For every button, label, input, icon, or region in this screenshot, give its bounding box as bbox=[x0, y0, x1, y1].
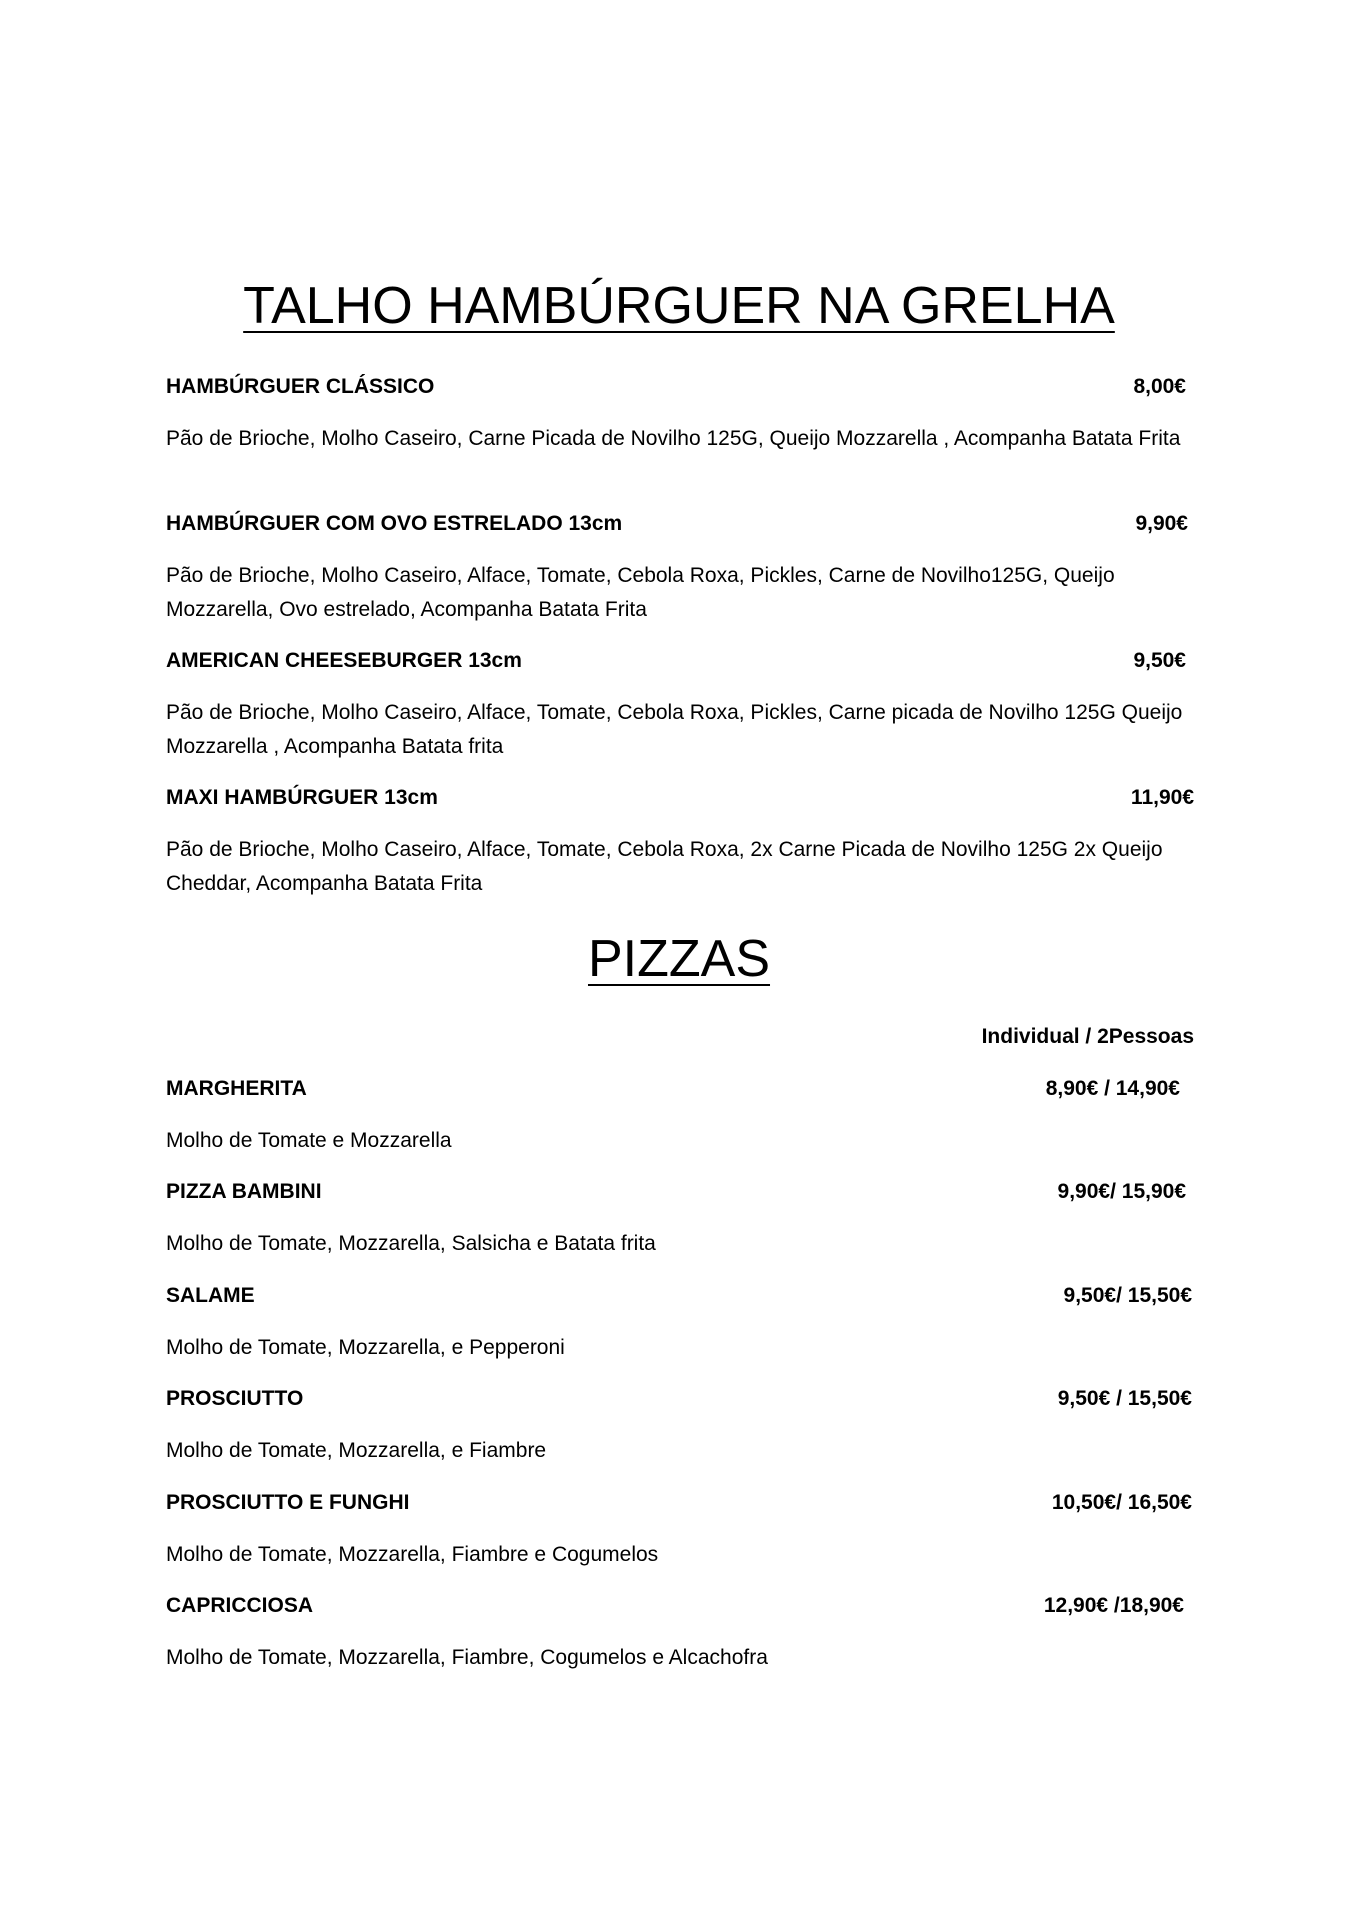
pizza-item-name: PROSCIUTTO bbox=[166, 1387, 304, 1410]
pizza-item-description: Molho de Tomate, Mozzarella, e Pepperoni bbox=[166, 1336, 565, 1359]
pizza-item-name: PROSCIUTTO E FUNGHI bbox=[166, 1491, 410, 1514]
pizza-item-price: 9,90€/ 15,90€ bbox=[1057, 1180, 1186, 1203]
pizza-item-price: 8,90€ / 14,90€ bbox=[1045, 1077, 1180, 1100]
pizza-item-name: MARGHERITA bbox=[166, 1077, 307, 1100]
pizza-item-price: 9,50€/ 15,50€ bbox=[1063, 1284, 1192, 1307]
pizza-item-description: Molho de Tomate e Mozzarella bbox=[166, 1129, 452, 1152]
pizza-item-description: Molho de Tomate, Mozzarella, Fiambre, Cogumelos e Alcachofra bbox=[166, 1646, 768, 1669]
pizza-item-name: SALAME bbox=[166, 1284, 255, 1307]
pizza-item-price: 12,90€ /18,90€ bbox=[1043, 1594, 1184, 1617]
price-column-header: Individual / 2Pessoas bbox=[981, 1025, 1194, 1048]
burger-item-description: Pão de Brioche, Molho Caseiro, Alface, Tomate, Cebola Roxa, 2x Carne Picada de Novilho 125G 2x Queijo Cheddar, Acompanha Batata Frita bbox=[166, 838, 1163, 895]
burger-item-description: Pão de Brioche, Molho Caseiro, Carne Picada de Novilho 125G, Queijo Mozzarella , Acompanha Batata Frita bbox=[166, 427, 1181, 450]
burger-item-price: 9,90€ bbox=[1135, 512, 1188, 535]
burger-item-description: Pão de Brioche, Molho Caseiro, Alface, Tomate, Cebola Roxa, Pickles, Carne picada de Novilho 125G Queijo Mozzarella , Acompanha Batata frita bbox=[166, 701, 1183, 758]
burger-item-price: 11,90€ bbox=[1130, 786, 1194, 809]
burger-item-price: 8,00€ bbox=[1133, 375, 1186, 398]
burger-item-name: HAMBÚRGUER COM OVO ESTRELADO 13cm bbox=[166, 512, 623, 535]
pizza-item-name: CAPRICCIOSA bbox=[166, 1594, 314, 1617]
burger-item-price: 9,50€ bbox=[1133, 649, 1186, 672]
burger-item-name: AMERICAN CHEESEBURGER 13cm bbox=[166, 649, 522, 672]
pizza-item-description: Molho de Tomate, Mozzarella, Salsicha e Batata frita bbox=[166, 1232, 656, 1255]
pizza-item-price: 9,50€ / 15,50€ bbox=[1057, 1387, 1192, 1410]
pizza-item-name: PIZZA BAMBINI bbox=[166, 1180, 322, 1203]
burger-item-name: MAXI HAMBÚRGUER 13cm bbox=[166, 786, 438, 809]
pizzas-section-title: PIZZAS bbox=[587, 930, 771, 988]
burgers-section-title: TALHO HAMBÚRGUER NA GRELHA bbox=[243, 277, 1115, 335]
pizza-item-description: Molho de Tomate, Mozzarella, Fiambre e Cogumelos bbox=[166, 1543, 659, 1566]
burger-item-description: Pão de Brioche, Molho Caseiro, Alface, Tomate, Cebola Roxa, Pickles, Carne de Novilho125G, Queijo Mozzarella, Ovo estrelado, Acompanha Batata Frita bbox=[166, 564, 1115, 621]
burger-item-name: HAMBÚRGUER CLÁSSICO bbox=[166, 375, 435, 398]
pizza-item-description: Molho de Tomate, Mozzarella, e Fiambre bbox=[166, 1439, 547, 1462]
pizza-item-price: 10,50€/ 16,50€ bbox=[1051, 1491, 1192, 1514]
